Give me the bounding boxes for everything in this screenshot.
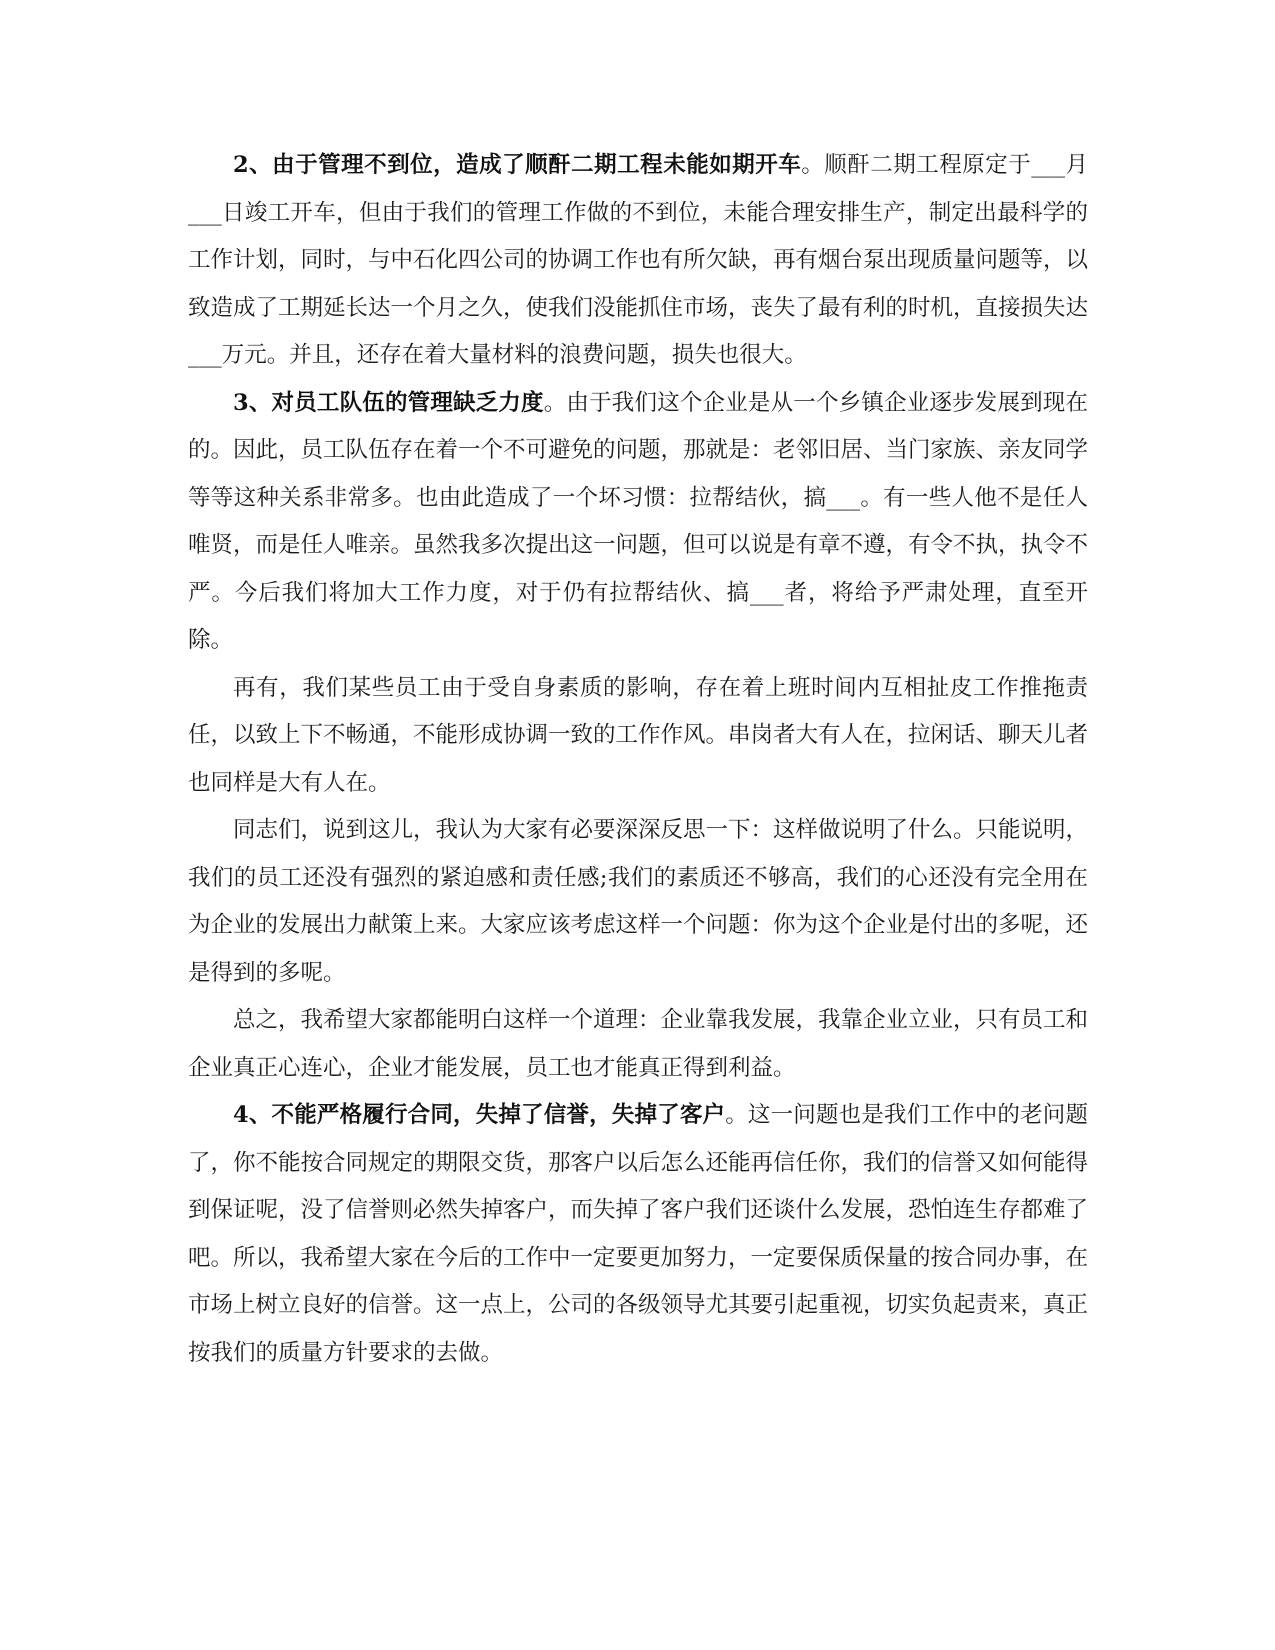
paragraph-text: 。由于我们这个企业是从一个乡镇企业逐步发展到现在的。因此，员工队伍存在着一个不可避免的问题，那就是：老邻旧居、当门家族、亲友同学等等这种关系非常多。也由此造成了一个坏习惯：拉帮结伙，搞___。有一些人他不是任人唯贤，而是任人唯亲。虽然我多次提出这一问题，但可以说是有章不遵，有令不执，执令不严。今后我们将加大工作力度，对于仍有拉帮结伙、搞___者，将给予严肃处理，直至开除。 xyxy=(188,389,1089,653)
paragraph-heading: 2、由于管理不到位，造成了顺酐二期工程未能如期开车 xyxy=(233,152,802,178)
paragraph-summary xyxy=(188,997,1088,1092)
paragraph-staff-quality xyxy=(188,665,1088,808)
paragraph-heading: 4、不能严格履行合同，失掉了信誉，失掉了客户 xyxy=(233,1102,726,1128)
paragraph-reflection xyxy=(188,807,1088,997)
paragraph-3-staff-management xyxy=(188,380,1088,665)
paragraph-text: 。这一问题也是我们工作中的老问题了，你不能按合同规定的期限交货，那客户以后怎么还能再信任你，我们的信誉又如何能得到保证呢，没了信誉则必然失掉客户，而失掉了客户我们还谈什么发展，恐怕连生存都难了吧。所以，我希望大家在今后的工作中一定要更加努力，一定要保质保量的按合同办事，在市场上树立良好的信誉。这一点上，公司的各级领导尤其要引起重视，切实负起责来，真正按我们的质量方针要求的去做。 xyxy=(188,1102,1089,1366)
paragraph-2-management-delay xyxy=(188,142,1088,380)
paragraph-text: 。顺酐二期工程原定于___月___日竣工开车，但由于我们的管理工作做的不到位，未能合理安排生产，制定出最科学的工作计划，同时，与中石化四公司的协调工作也有所欠缺，再有烟台泵出现质量问题等，以致造成了工期延长达一个月之久，使我们没能抓住市场，丧失了最有利的时机，直接损失达___万元。并且，还存在着大量材料的浪费问题，损失也很大。 xyxy=(188,152,1089,368)
document-body xyxy=(188,142,1088,1377)
paragraph-text: 总之，我希望大家都能明白这样一个道理：企业靠我发展，我靠企业立业，只有员工和企业真正心连心，企业才能发展，员工也才能真正得到利益。 xyxy=(188,1007,1089,1081)
paragraph-4-contract-credibility xyxy=(188,1092,1088,1377)
paragraph-heading: 3、对员工队伍的管理缺乏力度 xyxy=(233,389,544,416)
paragraph-text: 同志们，说到这儿，我认为大家有必要深深反思一下：这样做说明了什么。只能说明，我们的员工还没有强烈的紧迫感和责任感;我们的素质还不够高，我们的心还没有完全用在为企业的发展出力献策上来。大家应该考虑这样一个问题：你为这个企业是付出的多呢，还是得到的多呢。 xyxy=(188,817,1089,986)
paragraph-text: 再有，我们某些员工由于受自身素质的影响，存在着上班时间内互相扯皮工作推拖责任，以致上下不畅通，不能形成协调一致的工作作风。串岗者大有人在，拉闲话、聊天儿者也同样是大有人在。 xyxy=(188,674,1089,796)
